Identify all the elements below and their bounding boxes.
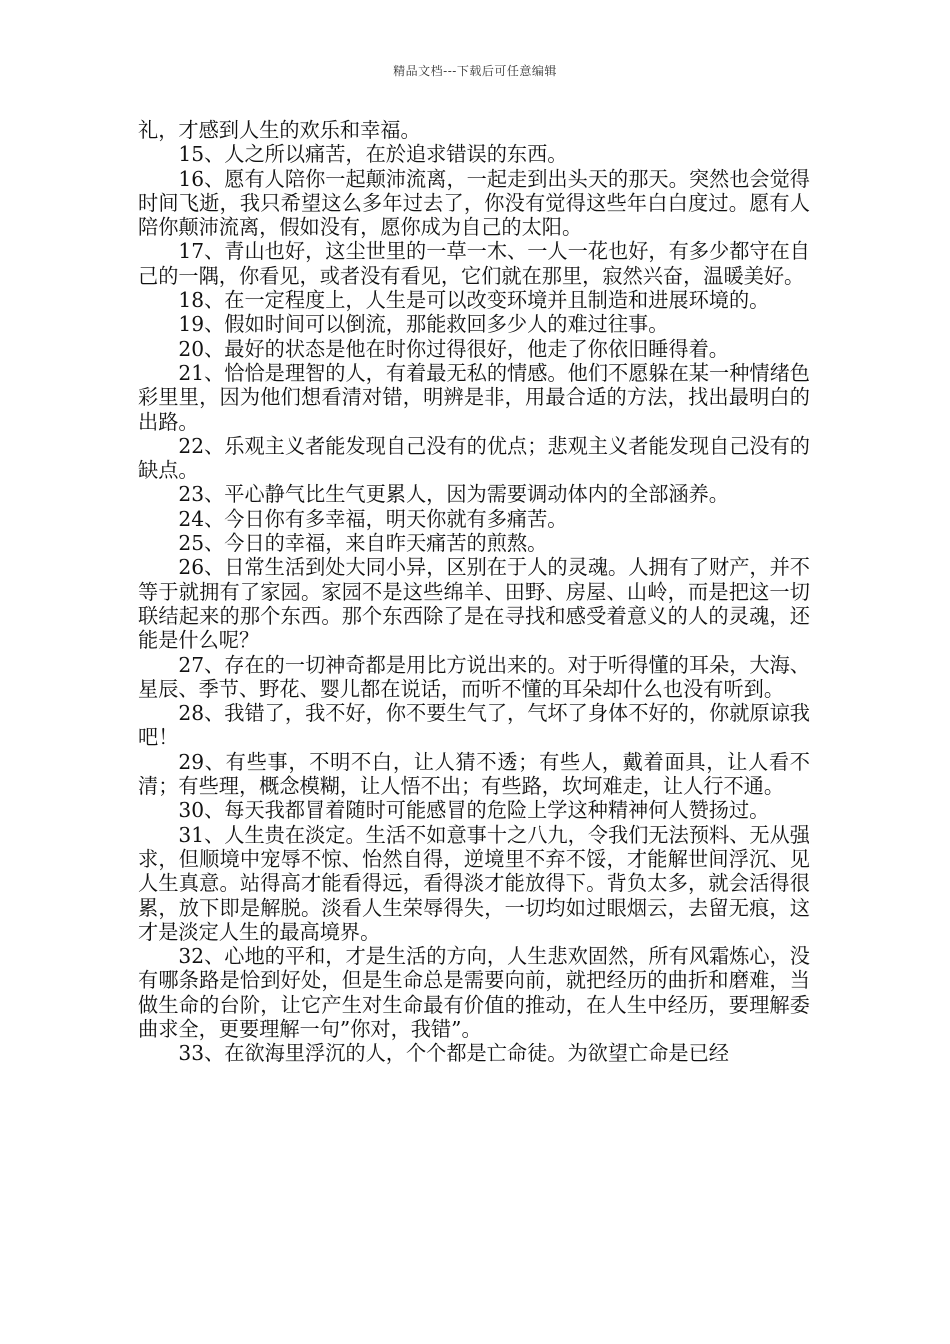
- paragraph-24: 24、今日你有多幸福，明天你就有多痛苦。: [178, 506, 568, 531]
- document-body: [138, 118, 810, 1066]
- paragraph-18: 18、在一定程度上，人生是可以改变环境并且制造和进展环境的。: [178, 288, 770, 313]
- paragraph-29: 29、有些事，不明不白，让人猜不透；有些人，戴着面具，让人看不清；有些理，概念模糊，让人悟不出；有些路，坎坷难走，让人行不通。: [138, 749, 810, 799]
- paragraph-33: 33、在欲海里浮沉的人，个个都是亡命徒。为欲望亡命是已经: [178, 1041, 729, 1066]
- paragraph-15: 15、人之所以痛苦，在於追求错误的东西。: [178, 142, 568, 167]
- paragraph-23: 23、平心静气比生气更累人，因为需要调动体内的全部涵养。: [178, 482, 729, 507]
- paragraph-26: 26、日常生活到处大同小异，区别在于人的灵魂。人拥有了财产，并不等于就拥有了家园。家园不是这些绵羊、田野、房屋、山岭，而是把这一切联结起来的那个东西。那个东西除了是在寻找和感受着意义的人的灵魂，还能是什么呢？: [138, 555, 810, 653]
- paragraph-25: 25、今日的幸福，来自昨天痛苦的煎熬。: [178, 531, 548, 556]
- paragraph-32: 32、心地的平和，才是生活的方向，人生悲欢固然，所有风霜炼心，没有哪条路是恰到好处，但是生命总是需要向前，就把经历的曲折和磨难，当做生命的台阶，让它产生对生命最有价值的推动，在人生中经历，要理解委曲求全，更要理解一句”你对，我错”。: [138, 944, 810, 1041]
- paragraph-16: 16、愿有人陪你一起颠沛流离，一起走到出头天的那天。突然也会觉得时间飞逝，我只希望这么多年过去了，你没有觉得这些年白白度过。愿有人陪你颠沛流离，假如没有，愿你成为自己的太阳。: [138, 166, 810, 240]
- paragraph-22: 22、乐观主义者能发现自己没有的优点；悲观主义者能发现自己没有的缺点。: [138, 433, 810, 483]
- paragraph-19: 19、假如时间可以倒流，那能救回多少人的难过往事。: [178, 312, 669, 337]
- paragraph-27: 27、存在的一切神奇都是用比方说出来的。对于听得懂的耳朵，大海、星辰、季节、野花、婴儿都在说话，而听不懂的耳朵却什么也没有听到。: [138, 652, 810, 701]
- paragraph-17: 17、青山也好，这尘世里的一草一木、一人一花也好，有多少都守在自己的一隅，你看见，或者没有看见，它们就在那里，寂然兴奋，温暖美好。: [138, 239, 810, 288]
- page-header: 精品文档---下载后可任意编辑: [393, 64, 557, 78]
- paragraph-21: 21、恰恰是理智的人，有着最无私的情感。他们不愿躲在某一种情绪色彩里里，因为他们想看清对错，明辨是非，用最合适的方法，找出最明白的出路。: [138, 360, 810, 434]
- paragraph-20: 20、最好的状态是他在时你过得很好，他走了你依旧睡得着。: [178, 336, 729, 361]
- paragraph-28: 28、我错了，我不好，你不要生气了，气坏了身体不好的，你就原谅我吧！: [138, 701, 810, 750]
- paragraph-30: 30、每天我都冒着随时可能感冒的危险上学这种精神何人赞扬过。: [178, 798, 770, 823]
- paragraph-continued: 礼，才感到人生的欢乐和幸福。: [138, 118, 421, 142]
- paragraph-31: 31、人生贵在淡定。生活不如意事十之八九，令我们无法预料、无从强求，但顺境中宠辱不惊、怡然自得，逆境里不弃不馁，才能解世间浮沉、见人生真意。站得高才能看得远，看得淡才能放得下。背负太多，就会活得很累，放下即是解脱。淡看人生荣辱得失，一切均如过眼烟云，去留无痕，这才是淡定人生的最高境界。: [138, 822, 810, 944]
